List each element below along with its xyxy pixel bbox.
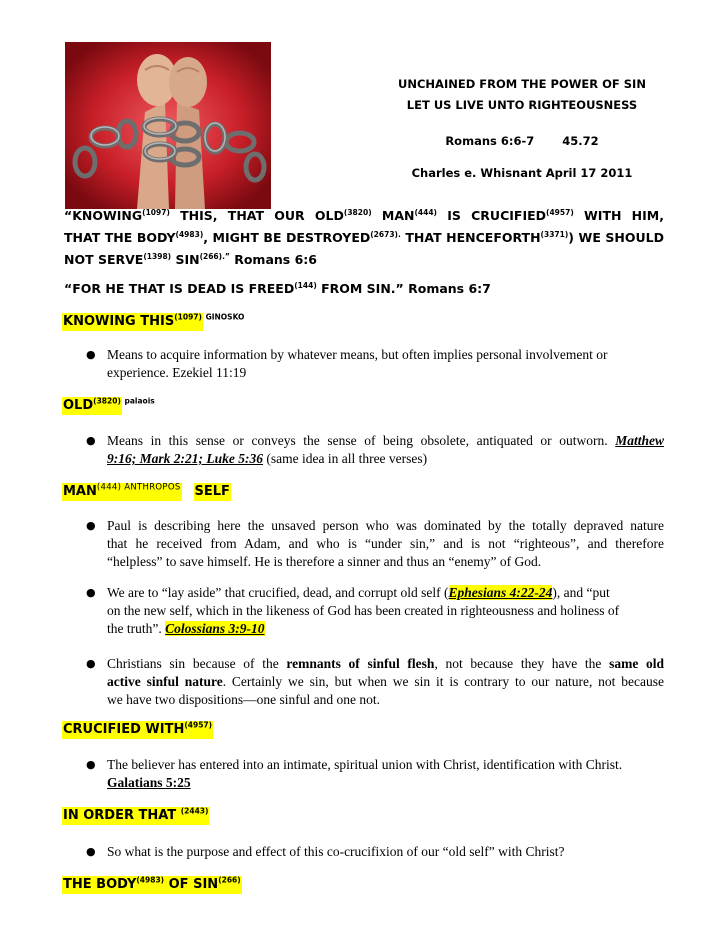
bullet-icon: ●: [86, 434, 96, 447]
list-item: ● Paul is describing here the unsaved person who was dominated by the totally depraved nature that he received from Adam, and who is “under sin,” and is not “righteous”, and therefore “helpless” to save himself. He is therefore a sinner and thus an “enemy” of God.: [86, 518, 664, 569]
heading-crucified-with: [62, 720, 213, 740]
list-item: ● Christians sin because of the remnants of sinful flesh, not because they have the same old active sinful nature. Certainly we sin, but when we sin it is contrary to our nature, not because we have two dispositions—one sinful and one not.: [86, 656, 665, 707]
verse-romans-6-6: [64, 205, 664, 271]
author-date: Charles e. Whisnant April 17 2011: [411, 166, 633, 180]
verse-romans-6-7: [64, 278, 664, 300]
title-line-1: UNCHAINED FROM THE POWER OF SIN: [398, 77, 646, 91]
scripture-link[interactable]: Ephesians 4:22-24: [448, 585, 553, 600]
bullet-icon: ●: [86, 586, 96, 599]
scripture-link[interactable]: 9:16; Mark 2:21; Luke 5:36: [107, 451, 263, 466]
bullet-icon: ●: [86, 845, 96, 858]
highlighted-term: KNOWING $THIS^{(1097)}$: [63, 312, 202, 329]
verse-line: THAT THE $BODY^{(4983)}$, MIGHT BE $DESTROYED^{(2673).}$ THAT $HENCEFORTH^{(3371)}$) WE SHOULD: [64, 229, 664, 245]
bullet-icon: ●: [86, 519, 96, 532]
highlighted-term: MAN$^{(444)}$ $^{ANTHROPOS}$: [63, 482, 181, 499]
list-item: ● Means in this sense or conveys the sense of being obsolete, antiquated or outworn. Matthew 9:16; Mark 2:21; Luke 5:36 (same idea in all three verses): [86, 433, 664, 466]
title-line-2: LET US LIVE UNTO RIGHTEOUSNESS: [406, 98, 638, 112]
highlighted-term: THE $BODY^{(4983)}$ OF SIN$^{(266)}$: [63, 875, 241, 892]
chained-fists-image: [65, 42, 271, 209]
scripture-link[interactable]: Colossians 3:9-10: [165, 621, 265, 636]
heading-in-order-that: [62, 806, 209, 826]
bullet-icon: ●: [86, 758, 96, 771]
verse-line: “FOR HE THAT IS DEAD IS FREED$^{(144)}$ FROM SIN.” Romans 6:7: [64, 280, 491, 296]
highlighted-term: CRUCIFIED $WITH^{(4957)}$: [63, 720, 213, 737]
list-item: ● So what is the purpose and effect of this co-crucifixion of our “old self” with Christ?: [86, 844, 565, 859]
highlighted-term: IN ORDER THAT $^{(2443)}$: [63, 806, 209, 823]
scripture-link[interactable]: Matthew: [615, 433, 664, 448]
highlighted-term: $OLD^{(3820)}$: [63, 396, 121, 413]
heading-man: [62, 482, 231, 502]
list-item: ● Means to acquire information by whatever means, but often implies personal involvement or experience. Ezekiel 11:19: [86, 347, 608, 380]
bullet-icon: ●: [86, 657, 96, 670]
bullet-icon: ●: [86, 348, 96, 361]
highlighted-term-self: SELF: [194, 484, 230, 499]
heading-the-body-of-sin: [62, 875, 242, 895]
list-item: ● The believer has entered into an intimate, spiritual union with Christ, identification with Christ. Galatians 5:25: [86, 757, 623, 790]
verse-line: “$KNOWING^{(1097)}$ THIS, THAT OUR $OLD^{(3820)}$ MAN$^{(444)}$ IS $CRUCIFIED^{(4957)}$ WITH HIM,: [64, 207, 664, 223]
scripture-reference: Romans 6:6-7 45.72: [445, 134, 599, 148]
chain-illustration: [65, 42, 271, 209]
list-item: ● We are to “lay aside” that crucified, dead, and corrupt old self (Ephesians 4:22-24), and “put on the new self, which in the likeness of God has been created in righteousness and holiness of the truth”. Colossians 3:9-10: [86, 585, 620, 636]
scripture-link[interactable]: Galatians 5:25: [107, 775, 191, 790]
heading-old: $OLD^{(3820)}$ $^{palaois}$: [63, 396, 155, 413]
verse-line: NOT $SERVE^{(1398)}$ $SIN^{(266).”}$ Romans 6:6: [64, 251, 317, 267]
heading-knowing-this: KNOWING $THIS^{(1097)}$ $^{GINOSKO}$: [63, 312, 245, 329]
